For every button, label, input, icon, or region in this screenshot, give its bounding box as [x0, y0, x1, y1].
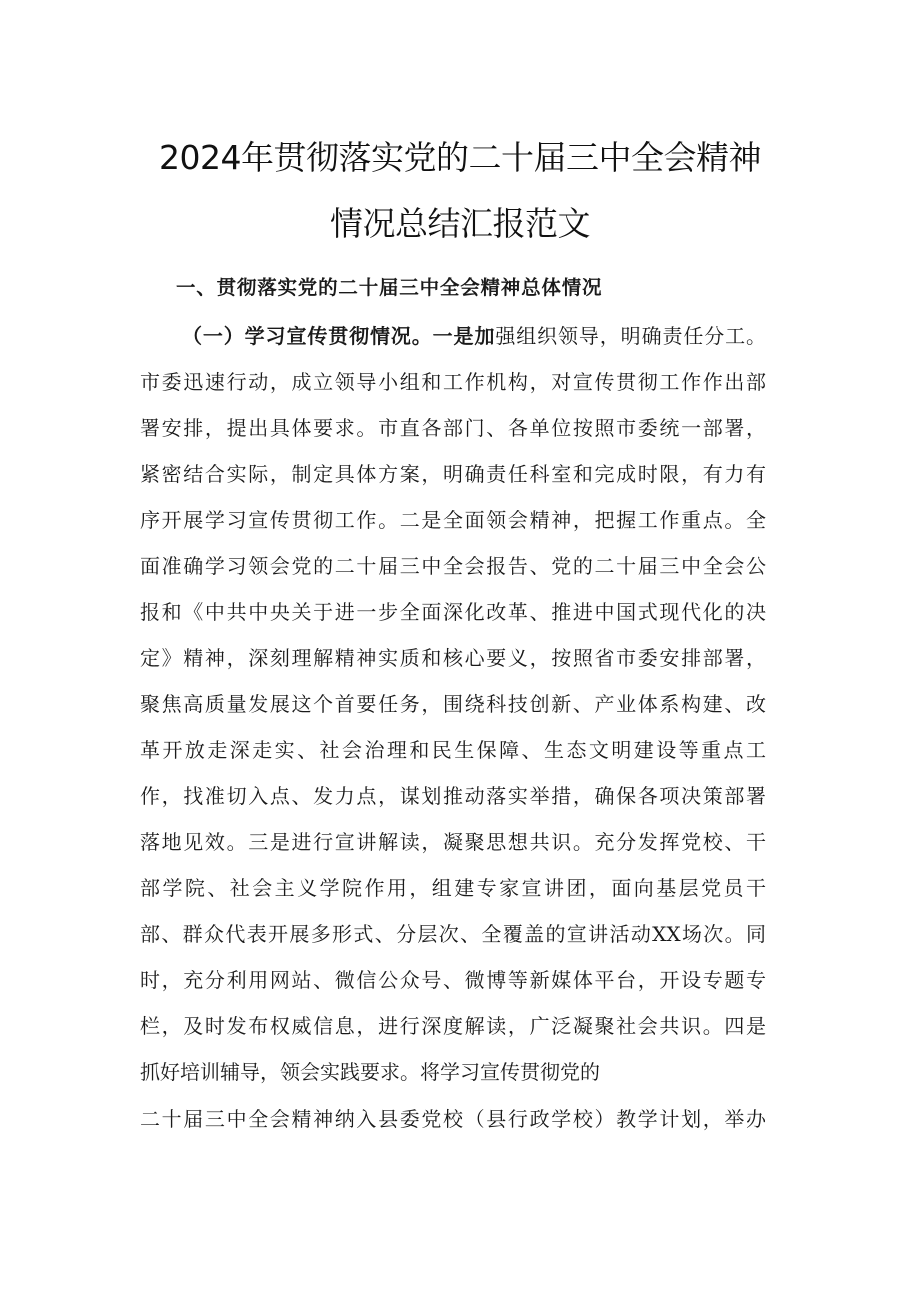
document-title-line-1: 2024年贯彻落实党的二十届三中全会精神 [159, 138, 761, 177]
paragraph-line: 市委迅速行动，成立领导小组和工作机构，对宣传贯彻工作作出部 [140, 370, 766, 394]
paragraph-line: 面准确学习领会党的二十届三中全会报告、党的二十届三中全会公 [140, 554, 766, 578]
section-heading: 一、贯彻落实党的二十届三中全会精神总体情况 [176, 276, 603, 299]
paragraph-line: 落地见效。三是进行宣讲解读，凝聚思想共识。充分发挥党校、干 [140, 830, 766, 854]
paragraph-line: 时，充分利用网站、微信公众号、微博等新媒体平台，开设专题专 [140, 968, 766, 992]
subsection-label: （一）学习宣传贯彻情况。 [182, 324, 433, 348]
paragraph-line: 序开展学习宣传贯彻工作。二是全面领会精神，把握工作重点。全 [140, 508, 766, 532]
paragraph-line: 作，找准切入点、发力点，谋划推动落实举措，确保各项决策部署 [140, 784, 766, 808]
paragraph-line: 革开放走深走实、社会治理和民生保障、生态文明建设等重点工 [140, 738, 766, 762]
paragraph-line: 抓好培训辅导，领会实践要求。将学习宣传贯彻党的 [140, 1060, 600, 1084]
paragraph-line: 报和《中共中央关于进一步全面深化改革、推进中国式现代化的决 [140, 600, 766, 624]
paragraph-line: 部、群众代表开展多形式、分层次、全覆盖的宣讲活动XX场次。同 [140, 922, 766, 946]
paragraph-line: 聚焦高质量发展这个首要任务，围绕科技创新、产业体系构建、改 [140, 692, 766, 716]
document-title-line-2: 情况总结汇报范文 [330, 204, 590, 243]
paragraph-line: 部学院、社会主义学院作用，组建专家宣讲团，面向基层党员干 [140, 876, 766, 900]
point-label: 一是加 [432, 324, 496, 348]
paragraph-line: 栏，及时发布权威信息，进行深度解读，广泛凝聚社会共识。四是 [140, 1014, 766, 1038]
paragraph-line: 定》精神，深刻理解精神实质和核心要义，按照省市委安排部署， [140, 646, 766, 670]
paragraph-line: 署安排，提出具体要求。市直各部门、各单位按照市委统一部署， [140, 416, 766, 440]
paragraph-first-line [182, 320, 766, 349]
paragraph-line: 紧密结合实际，制定具体方案，明确责任科室和完成时限，有力有 [140, 462, 766, 486]
first-line-text: 强组织领导，明确责任分工。 [495, 324, 766, 348]
paragraph-line: 二十届三中全会精神纳入县委党校（县行政学校）教学计划，举办 [140, 1107, 766, 1131]
